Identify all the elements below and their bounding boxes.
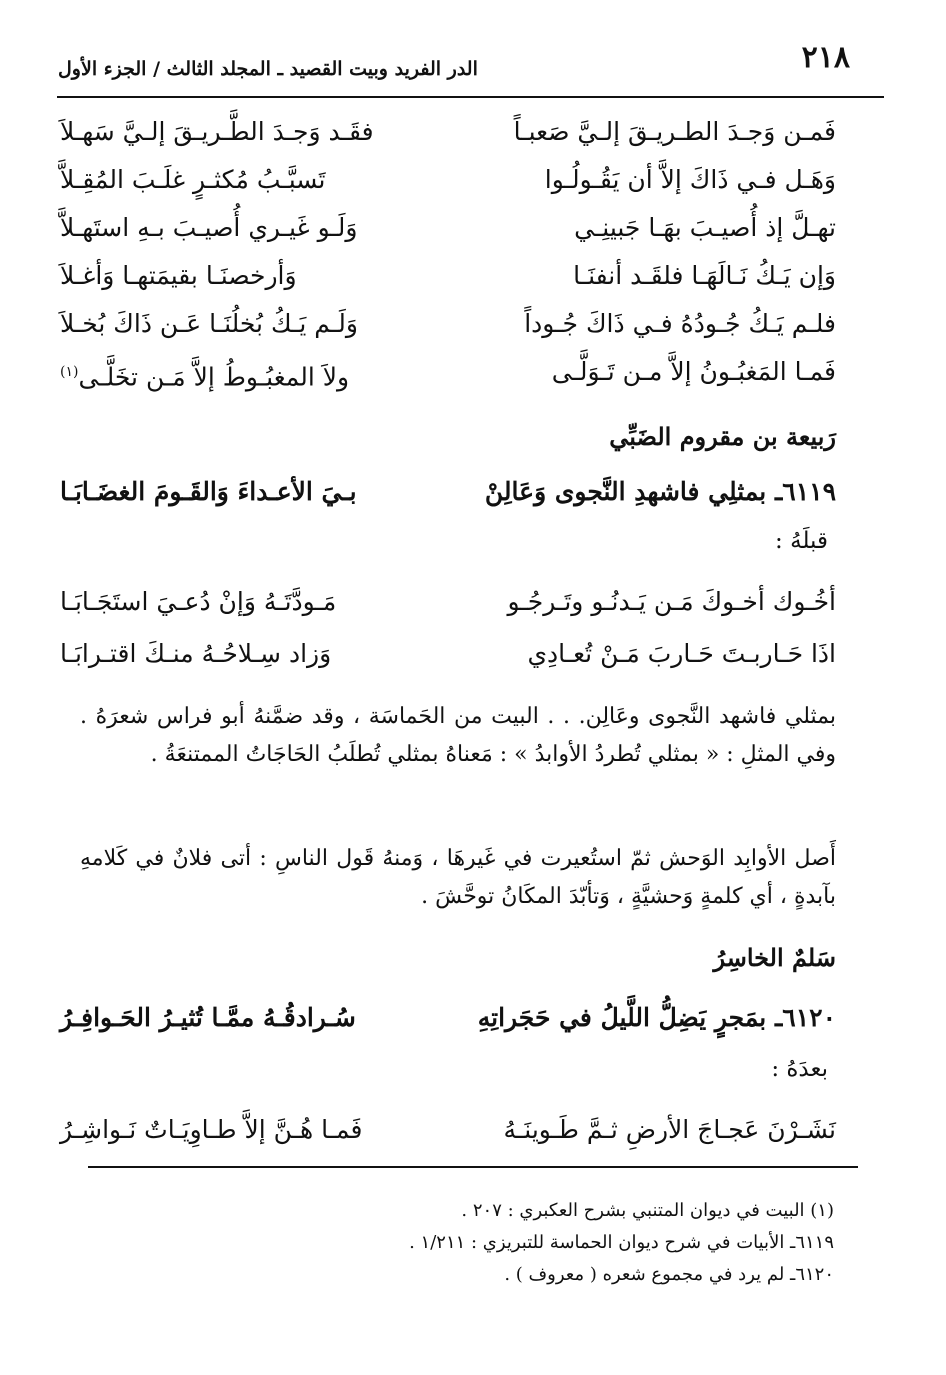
commentary-paragraph <box>80 840 836 916</box>
footnote-marker: (١) <box>60 364 79 380</box>
verse-first-hemistich: أخُـوك أخـوكَ مَـن يَـدنُـو وتَـرجُـو <box>507 587 836 616</box>
verse-second-hemistich: بـيَ الأعـداءَ وَالقَـومَ الغضَـابَـا <box>60 477 357 506</box>
verse-first-hemistich <box>478 996 836 1040</box>
verse-number: ٦١٢٠ـ <box>774 1003 836 1032</box>
verse-first-hemistich: فلـم يَـكُ جُـودُهُ فـي ذَاكَ جُـوداً <box>524 309 836 338</box>
commentary-text: أَصل الأوابِد الوَحش ثمّ استُعيرت في غَيرهَا ، وَمنهُ قَول الناسِ : أتى فلانٌ في كَلامهِ بآبدةٍ ، أي كلمةٍ وَحشيَّةٍ ، وَتأبّدَ المكَانُ توحَّشَ . <box>80 846 836 909</box>
after-label: بعدَهُ : <box>771 1056 828 1082</box>
verse-text: بمَجرٍ يَضِلُّ اللَّيلُ في حَجَراتِهِ <box>477 1003 767 1032</box>
poet-heading: رَبيعة بن مقروم الضَبِّي <box>609 422 836 451</box>
verse-number: ٦١١٩ـ <box>774 477 836 506</box>
verse-first-hemistich: وَهَـل فـي ذَاكَ إلاَّ أن يَقُـولُـوا <box>544 165 836 194</box>
verse-second-hemistich: فقَـد وَجـدَ الطَّـريـقَ إلـيَّ سَهـلاَ <box>60 117 374 146</box>
verse-second-hemistich: وَأرخصنَـا بقيمَتهـا وَأغـلاَ <box>60 261 297 290</box>
commentary-paragraph <box>80 698 836 774</box>
verse-line <box>60 350 836 394</box>
verse-line <box>60 1108 836 1152</box>
verse-second-hemistich: سُـرادقُـهُ ممَّـا تُثيـرُ الحَـوافِـرُ <box>60 1003 356 1032</box>
verse-first-hemistich <box>485 470 836 514</box>
verse-line <box>60 158 836 202</box>
before-label: قبلَهُ : <box>775 528 828 554</box>
verse-line <box>60 632 836 676</box>
footnote: ٦١٢٠ـ لم يرد في مجموع شعره ( معروف ) . <box>504 1264 834 1285</box>
header-rule <box>57 96 884 98</box>
verse-line <box>60 580 836 624</box>
verse-line <box>60 302 836 346</box>
verse-first-hemistich: اذَا حَـاربـتَ حَـاربَ مَـنْ تُعـادِي <box>527 639 836 668</box>
verse-line <box>60 110 836 154</box>
verse-second-hemistich: وَلَـو غَيـري أُصيـبَ بـهِ استَهـلاَّ <box>60 213 358 242</box>
verse-line <box>60 206 836 250</box>
verse-first-hemistich: نَشَـرْنَ عَجـاجَ الأرضِ ثـمَّ طَـوينَـهُ <box>503 1115 836 1144</box>
verse-first-hemistich: فَمـن وَجـدَ الطـريـقَ إلـيَّ صَعبـاً <box>513 117 836 146</box>
verse-first-hemistich: فَمـا المَغبُـونُ إلاَّ مـن تَـوَلَّـى <box>551 357 836 386</box>
numbered-verse <box>60 470 836 514</box>
verse-second-hemistich: فَمـا هُـنَّ إلاَّ طـاوِيَـاتٌ نَـواشِـرُ <box>60 1115 363 1144</box>
poet-heading: سَلمٌ الخاسِرُ <box>713 943 836 972</box>
verse-line <box>60 254 836 298</box>
running-title: الدر الفريد وبيت القصيد ـ المجلد الثالث / الجزء الأول <box>58 58 478 80</box>
footnote: (١) البيت في ديوان المتنبي بشرح العكبري : ٢٠٧ . <box>461 1200 834 1221</box>
verse-first-hemistich: وَإن يَـكُ نَـالَهَـا فلقَـد أنفنَـا <box>573 261 836 290</box>
verse-second-hemistich <box>60 350 349 399</box>
verse-second-hemistich: وَزاد سِـلاحُـهُ منـكَ اقتـرابَـا <box>60 639 332 668</box>
verse-second-hemistich: تَسبَّـبُ مُكثـرٍ غلَـبَ المُقِـلاَّ <box>60 165 326 194</box>
footnote-rule <box>88 1166 858 1168</box>
verse-first-hemistich: تهـلَّ إذ أُصيـبَ بهَـا جَبينِـي <box>574 213 836 242</box>
numbered-verse <box>60 996 836 1040</box>
page-number: ٢١٨ <box>801 40 850 75</box>
verse-text: بمثلِي فاشهدِ النَّجوى وَعَالِنْ <box>484 477 767 506</box>
footnote: ٦١١٩ـ الأبيات في شرح ديوان الحماسة للتبريزي : ١/٢١١ . <box>409 1232 834 1253</box>
verse-second-hemistich: مَـودَّتَـهُ وَإنْ دُعـيَ استَجَـابَـا <box>60 587 337 616</box>
verse-text: ولاَ المغبُـوطُ إلاَّ مَـن تخَلَّـى <box>78 362 350 392</box>
commentary-text: بمثلي فاشهد النَّجوى وعَالِن. . . البيت من الحَماسَة ، وقد ضمَّنهُ أبو فراس شعرَهُ . وفي المثلِ : « بمثلي تُطردُ الأوابدُ » : مَعناهُ بمثلي تُطلَبُ الحَاجَاتُ الممتنعَةُ . <box>80 704 836 767</box>
verse-second-hemistich: وَلَـم يَـكُ بُخلُنَـا عَـن ذَاكَ بُخـلاَ <box>60 309 358 338</box>
footnotes <box>409 1195 834 1291</box>
